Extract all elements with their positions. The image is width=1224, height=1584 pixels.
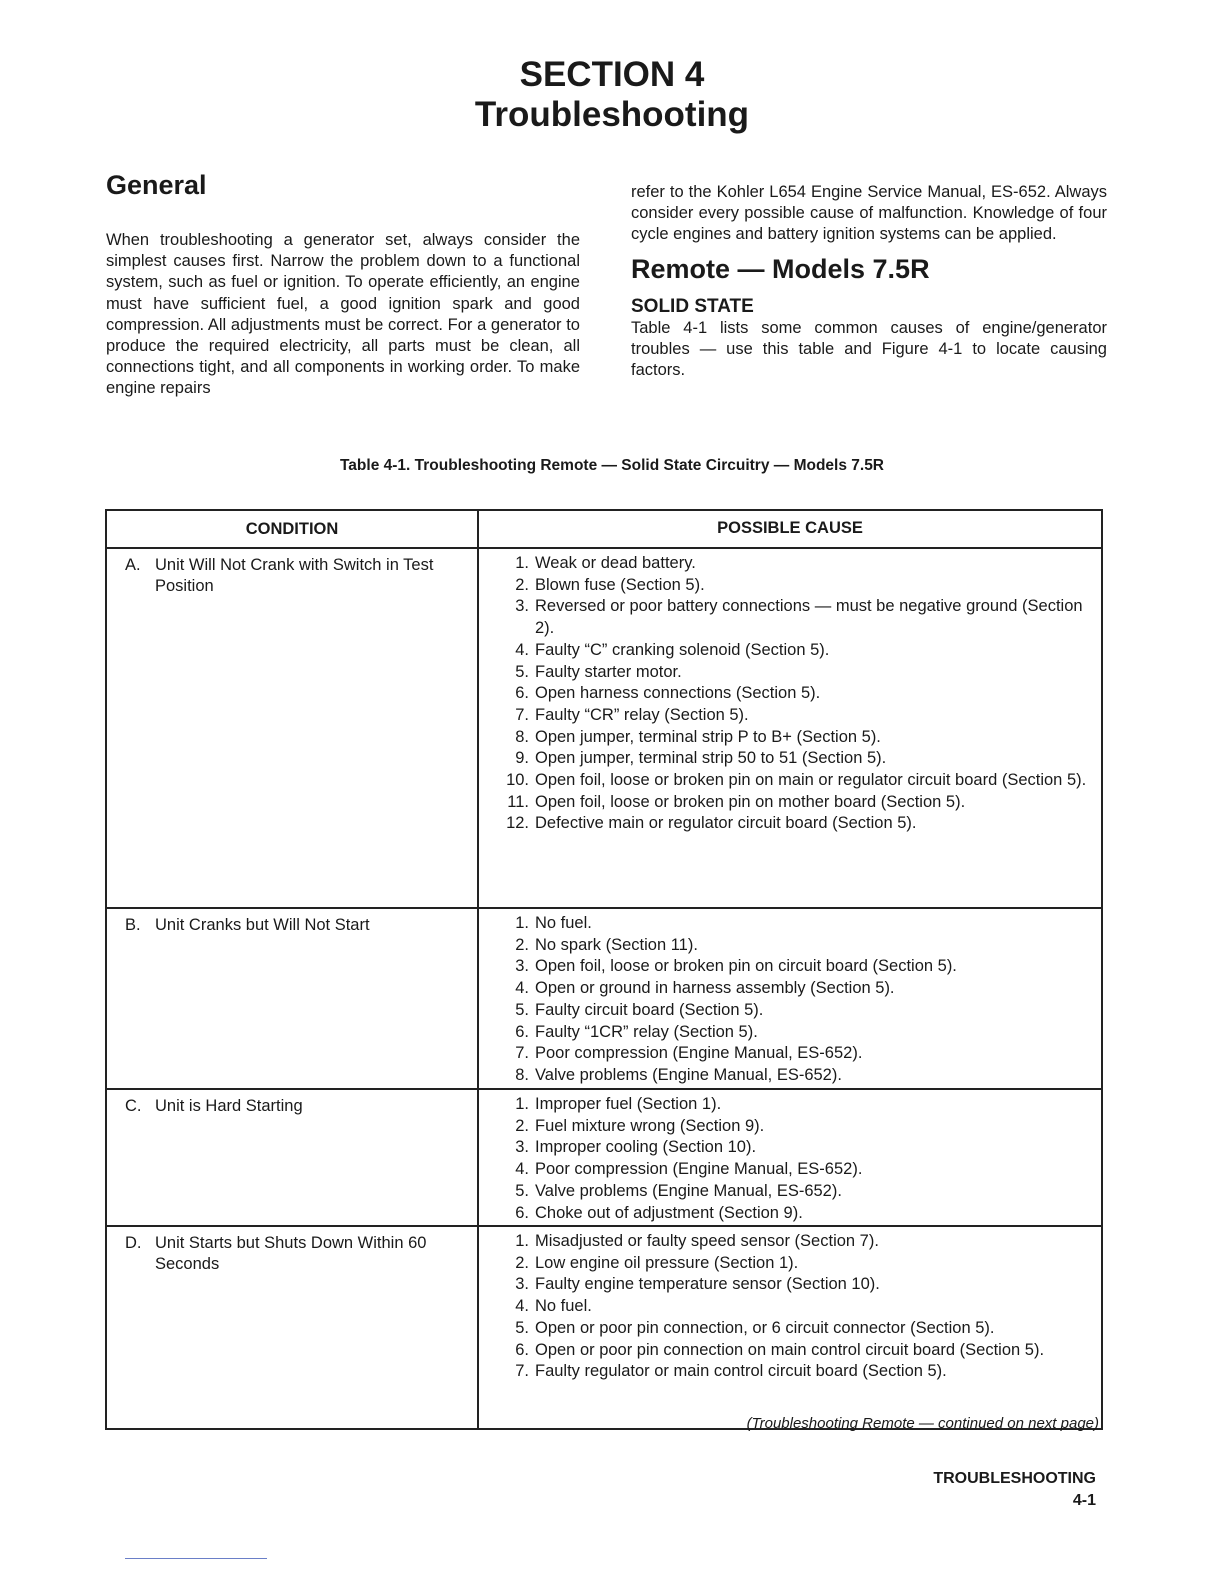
solid-state-subheading: SOLID STATE [631,295,754,317]
cause-item [505,770,1091,792]
cause-text: Poor compression (Engine Manual, ES-652). [535,1160,863,1179]
cause-item [505,575,1091,597]
table-row [107,907,1101,1088]
cause-number: 1. [515,554,529,572]
general-paragraph: When troubleshooting a generator set, always consider the simplest causes first. Narrow the problem down to a functional system, such as fuel or ignition. To operate efficiently, an engine must have sufficient fuel, a good ignition spark and good compression. All adjustments must be correct. For a generator to produce the required electricity, all parts must be clean, all connections tight, and all components in working order. To make engine repairs [106,231,580,398]
cause-item [505,792,1091,814]
cause-text: Faulty “1CR” relay (Section 5). [535,1022,758,1041]
cause-text: Misadjusted or faulty speed sensor (Section 7). [535,1232,879,1250]
general-heading: General [106,170,207,200]
cause-item [505,553,1091,575]
cause-item [505,1231,1091,1253]
cause-text: Choke out of adjustment (Section 9). [535,1203,803,1222]
cause-list [479,909,1101,1088]
cause-text: Faulty “C” cranking solenoid (Section 5). [535,640,830,659]
condition-letter: D. [125,1234,142,1252]
cause-number: 1. [515,1232,529,1250]
cause-number: 8. [515,727,529,746]
cause-text: Valve problems (Engine Manual, ES-652). [535,1181,842,1200]
table-row [107,1225,1101,1428]
cause-number: 4. [515,979,529,998]
table-row [107,1088,1101,1225]
cause-text: Open or poor pin connection on main control circuit board (Section 5). [535,1340,1045,1359]
general-continuation: refer to the Kohler L654 Engine Service Manual, ES-652. Always consider every possible cause of malfunction. Knowledge of four cycle engines and battery ignition systems can be applied. [631,183,1107,244]
cause-item [505,596,1091,639]
cause-item [505,935,1091,957]
cause-item [505,1253,1091,1275]
cause-number: 2. [515,935,529,954]
cause-number: 1. [515,914,529,932]
cause-text: Poor compression (Engine Manual, ES-652). [535,1044,863,1063]
cause-item [505,1318,1091,1340]
cause-item [505,748,1091,770]
remote-heading: Remote — Models 7.5R [631,253,930,284]
cause-number: 8. [515,1065,529,1084]
page-number: 4-1 [1072,1492,1096,1509]
cause-text: Open jumper, terminal strip 50 to 51 (Section 5). [535,749,887,768]
cause-number: 3. [515,957,529,976]
cause-number: 5. [515,1318,529,1337]
cause-number: 7. [515,705,529,724]
right-column [631,182,1107,381]
cause-text: Faulty circuit board (Section 5). [535,1000,764,1019]
cause-item [505,1043,1091,1065]
cause-text: No spark (Section 11). [535,935,698,954]
table-caption: Table 4-1. Troubleshooting Remote — Solid State Circuitry — Models 7.5R [339,457,885,474]
cause-number: 11. [507,792,529,811]
cause-text: Open foil, loose or broken pin on mother board (Section 5). [535,792,966,811]
cause-number: 6. [515,1340,529,1359]
remote-paragraph: Table 4-1 lists some common causes of engine/generator troubles — use this table and Figure 4-1 to locate causing factors. [631,318,1107,380]
cause-item [505,683,1091,705]
cause-text: Open jumper, terminal strip P to B+ (Section 5). [535,727,881,746]
cause-number: 6. [515,1203,529,1222]
section-title: Troubleshooting [474,95,750,134]
cause-item [505,1159,1091,1181]
cause-number: 3. [515,1275,529,1294]
cause-text: Blown fuse (Section 5). [535,575,705,594]
cause-number: 3. [515,1138,529,1157]
cause-text: Faulty engine temperature sensor (Section 10). [535,1275,880,1294]
cause-text: Open foil, loose or broken pin on main or regulator circuit board (Section 5). [535,771,1087,790]
cause-text: Improper fuel (Section 1). [535,1095,722,1113]
footer-label: TROUBLESHOOTING [933,1470,1096,1487]
cause-text: Faulty regulator or main control circuit board (Section 5). [535,1362,947,1381]
cause-item [505,1296,1091,1318]
cause-list [479,549,1101,907]
cause-item [505,1137,1091,1159]
cause-text: No fuel. [535,1297,592,1316]
cause-number: 5. [515,662,529,681]
cause-number: 7. [515,1044,529,1063]
cause-item [505,956,1091,978]
cause-text: Improper cooling (Section 10). [535,1138,757,1157]
cause-text: No fuel. [535,914,592,932]
cause-text: Reversed or poor battery connections — must be negative ground (Section 2). [535,597,1083,638]
cause-item [505,640,1091,662]
cause-item [505,813,1091,835]
section-header [0,56,1224,136]
cause-text: Faulty starter motor. [535,662,682,681]
left-column [106,168,580,400]
cause-item [505,1340,1091,1362]
cause-list [479,1227,1101,1428]
cause-number: 2. [515,575,529,594]
cause-item [505,705,1091,727]
cause-text: Valve problems (Engine Manual, ES-652). [535,1065,842,1084]
section-number: SECTION 4 [519,55,705,94]
cause-item [505,1065,1091,1087]
condition-letter: B. [125,916,141,934]
cause-number: 3. [515,597,529,616]
condition-column-header: CONDITION [107,511,479,547]
scan-artifact-line [125,1558,267,1559]
cause-number: 4. [515,1160,529,1179]
cause-text: Faulty “CR” relay (Section 5). [535,705,749,724]
cause-text: Open or ground in harness assembly (Section 5). [535,979,895,998]
cause-item [505,1361,1091,1383]
cause-number: 4. [515,640,529,659]
continued-note: (Troubleshooting Remote — continued on next page) [746,1415,1099,1432]
cause-number: 6. [515,1022,529,1041]
cause-item [505,1116,1091,1138]
cause-text: Fuel mixture wrong (Section 9). [535,1116,765,1135]
table-row [107,547,1101,907]
cause-text: Open foil, loose or broken pin on circuit board (Section 5). [535,957,957,976]
cause-item [505,978,1091,1000]
condition-text: Unit is Hard Starting [155,1097,303,1115]
condition-letter: A. [125,556,141,574]
cause-column-header: POSSIBLE CAUSE [717,519,863,538]
cause-list [479,1090,1101,1225]
cause-item [505,1203,1091,1225]
cause-number: 5. [515,1181,529,1200]
cause-item [505,662,1091,684]
cause-item [505,1022,1091,1044]
cause-text: Open harness connections (Section 5). [535,684,821,703]
cause-number: 9. [515,749,529,768]
cause-number: 1. [515,1095,529,1113]
cause-text: Weak or dead battery. [535,554,696,572]
cause-item [505,1181,1091,1203]
cause-number: 12. [506,814,529,833]
page-footer [933,1468,1096,1512]
cause-item [505,727,1091,749]
condition-text: Unit Starts but Shuts Down Within 60 Seconds [155,1234,427,1273]
table-header-row [107,511,1101,547]
cause-number: 2. [515,1116,529,1135]
cause-number: 2. [515,1253,529,1272]
cause-item [505,1274,1091,1296]
cause-number: 7. [515,1362,529,1381]
cause-item [505,1094,1091,1116]
condition-letter: C. [125,1097,142,1115]
cause-number: 10. [506,771,529,790]
cause-text: Defective main or regulator circuit board (Section 5). [535,814,917,833]
cause-number: 6. [515,684,529,703]
condition-text: Unit Cranks but Will Not Start [155,916,370,934]
cause-number: 5. [515,1000,529,1019]
cause-text: Low engine oil pressure (Section 1). [535,1253,799,1272]
cause-item [505,913,1091,935]
cause-number: 4. [515,1297,529,1316]
condition-text: Unit Will Not Crank with Switch in Test Position [155,556,434,595]
troubleshooting-table [105,509,1103,1430]
cause-item [505,1000,1091,1022]
cause-text: Open or poor pin connection, or 6 circuit connector (Section 5). [535,1318,995,1337]
